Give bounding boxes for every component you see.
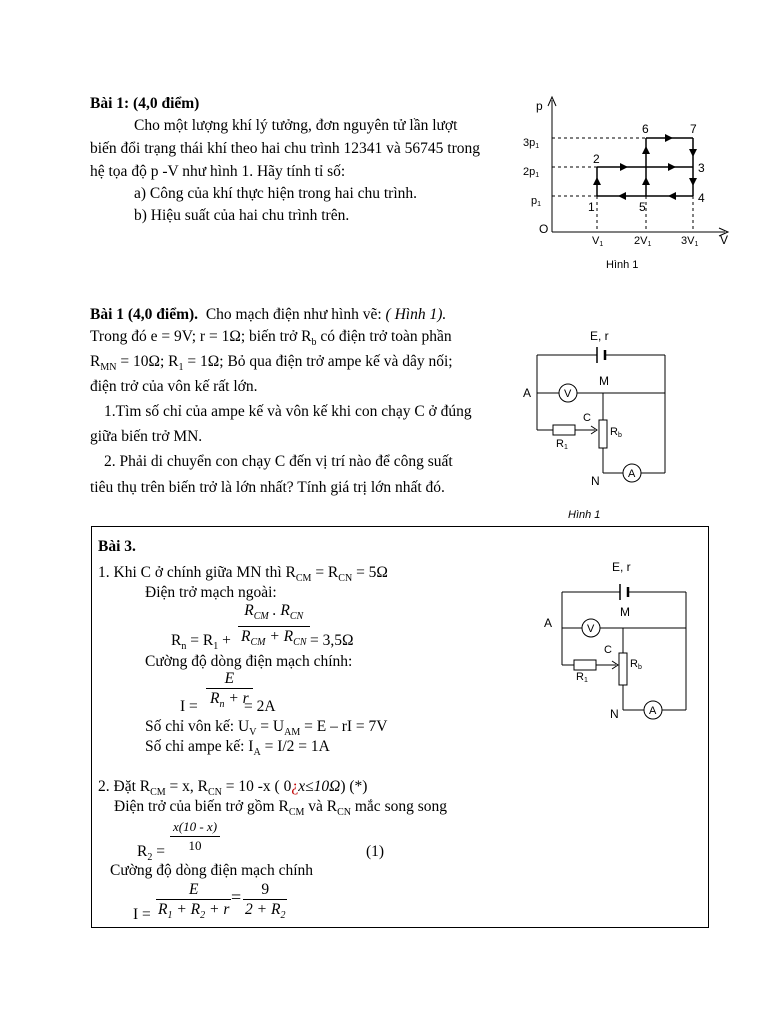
equals-sign: = <box>231 887 242 907</box>
label-m: M <box>599 374 609 388</box>
label-r1: R1 <box>556 438 568 451</box>
label-c: C <box>583 412 591 424</box>
circuit-diagram-2 <box>540 555 705 725</box>
pv-caption: Hình 1 <box>606 259 639 271</box>
problem2-intro: Bài 1 (4,0 điểm). Cho mạch điện như hình vẽ: ( Hình 1). <box>90 306 447 323</box>
solution-external-resistance-label: Điện trở mạch ngoài: <box>145 584 277 601</box>
pv-point-2: 2 <box>593 152 600 166</box>
pv-point-7: 7 <box>690 122 697 136</box>
solution-main-current-label-2: Cường độ dòng điện mạch chính <box>110 862 313 879</box>
current2-fraction-2: 9 $2 + R_2$ <box>245 881 286 922</box>
problem1-line-1: Cho một lượng khí lý tưởng, đơn nguyên tử lần lượt <box>134 117 458 134</box>
pv-axis-p-label: p <box>536 99 543 113</box>
label-ammeter: A <box>628 468 636 480</box>
label-a-2: A <box>544 616 553 630</box>
current2-lhs: I = <box>133 906 151 923</box>
label-c-2: C <box>604 644 612 656</box>
circuit-caption: Hình 1 <box>568 509 601 521</box>
problem1-title: Bài 1: (4,0 điểm) <box>90 95 200 112</box>
rn-value: = 3,5Ω <box>310 632 354 649</box>
problem2-question-1a: 1.Tìm số chỉ của ampe kế và vôn kế khi con chạy C ở đúng <box>104 403 472 420</box>
solution-part-2: 2. Đặt $R_{CM} = x$, $R_{CN} = 10$ -x ( 0¿x≤10Ω) (*) <box>98 778 368 799</box>
pv-tick-2p1: 2p1 <box>523 166 540 179</box>
problem1-item-a: a) Công của khí thực hiện trong hai chu trình. <box>134 185 418 202</box>
problem2-line-4: điện trở của vôn kế rất lớn. <box>90 378 258 395</box>
pv-tick-v1: V1 <box>592 235 604 248</box>
pv-point-3: 3 <box>698 161 705 175</box>
label-rb: Rb <box>610 426 622 439</box>
pv-tick-2v1: 2V1 <box>634 235 652 248</box>
label-r1-2: R1 <box>576 671 588 684</box>
problem2-line-2: Trong đó e = 9V; r = 1Ω; biến trở $R_b$ có điện trở toàn phần <box>90 328 452 349</box>
r1-resistor <box>553 425 575 435</box>
pv-diagram <box>515 92 740 277</box>
pv-origin-label: O <box>539 222 549 236</box>
current-lhs: I = <box>180 698 198 715</box>
solution-parallel-text: Điện trở của biến trở gồm $R_{CM}$ và $R_{CN}$ mắc song song <box>114 798 448 819</box>
problem2-question-1b: giữa biến trở MN. <box>90 428 203 445</box>
label-rb-2: Rb <box>630 658 642 671</box>
r2-fraction: x(10 - x) 10 <box>170 818 220 855</box>
solution-title: Bài 3. <box>98 538 136 555</box>
solution-main-current-label: Cường độ dòng điện mạch chính: <box>145 653 353 670</box>
current2-fraction-1: E $R_1 + R_2 + r$ <box>158 881 230 922</box>
pv-axis-v-label: V <box>720 233 729 247</box>
circuit-diagram-1 <box>515 325 695 525</box>
label-source: E, r <box>590 329 609 343</box>
problem2-question-2b: tiêu thụ trên biến trở là lớn nhất? Tính giá trị lớn nhất đó. <box>90 479 445 496</box>
label-a: A <box>523 386 532 400</box>
problem1-line-3: hệ tọa độ p -V như hình 1. Hãy tính tỉ số: <box>90 163 346 180</box>
pv-point-4: 4 <box>698 191 705 205</box>
label-source-2: E, r <box>612 560 631 574</box>
pv-tick-p1: p1 <box>531 195 542 208</box>
current-value: = 2A <box>244 698 276 715</box>
pv-tick-3v1: 3V1 <box>681 235 699 248</box>
problem2-line-3: $R_{MN} = 10\Omega$; $R_1 = 1\Omega$; Bỏ qua điện trở ampe kế và dây nối; <box>90 353 453 374</box>
rn-fraction: $R_{CM}$ . $R_{CN}$ $R_{CM} + R_{CN}$ <box>238 601 310 652</box>
pv-point-5: 5 <box>639 200 646 214</box>
problem2-question-2a: 2. Phải di chuyển con chạy C đến vị trí nào để công suất <box>104 453 453 470</box>
solution-voltmeter-reading: Số chỉ vôn kế: $U_V = U_{AM} = E$ – rI = 7V <box>145 718 388 739</box>
solution-ammeter-reading: Số chỉ ampe kế: $I_A = I/2 = 1A$ <box>145 738 330 759</box>
solution-step-1: 1. Khi C ở chính giữa MN thì $R_{CM} = R_{CN} = 5\Omega$ <box>98 564 388 585</box>
label-v: V <box>564 388 572 400</box>
label-n-2: N <box>610 707 619 721</box>
equation-1-number: (1) <box>366 843 385 860</box>
label-n: N <box>591 474 600 488</box>
label-m-2: M <box>620 605 630 619</box>
current-fraction: E $R_n + r$ <box>206 669 253 714</box>
r1-resistor-2 <box>574 660 596 670</box>
pv-point-1: 1 <box>588 200 595 214</box>
rb-rheostat <box>599 420 607 448</box>
pv-tick-3p1: 3p1 <box>523 137 540 150</box>
label-ammeter-2: A <box>649 705 657 717</box>
rb-rheostat-2 <box>619 653 627 685</box>
pv-point-6: 6 <box>642 122 649 136</box>
r2-lhs: $R_2$ = <box>137 843 165 864</box>
rn-formula-lhs: $R_n = R_1$ + <box>171 632 231 653</box>
label-v-2: V <box>587 623 595 635</box>
problem1-item-b: b) Hiệu suất của hai chu trình trên. <box>134 207 350 224</box>
problem1-line-2: biến đổi trạng thái khí theo hai chu trình 12341 và 56745 trong <box>90 140 481 157</box>
